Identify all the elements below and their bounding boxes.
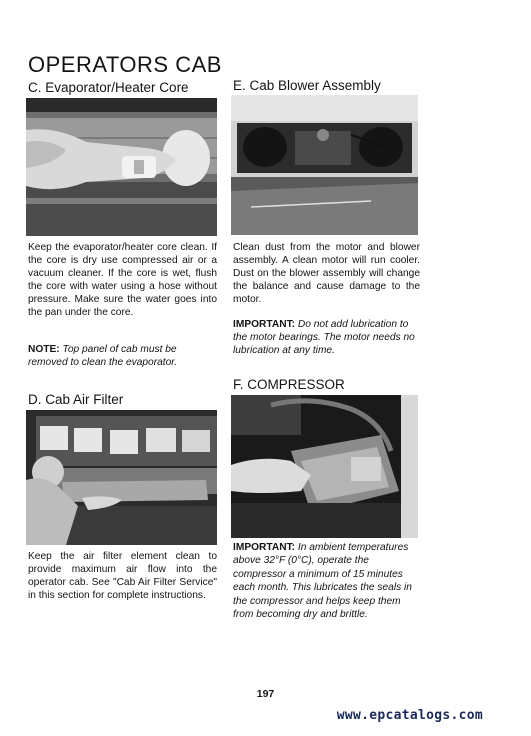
- section-c-body: Keep the evaporator/heater core clean. If the core is dry use compressed air or a vacuum cleaner. If the core is wet, flush the core with water using a hose without pressure. Make sure the water goes into the pan under the core.: [28, 242, 217, 319]
- section-c-heading: C. Evaporator/Heater Core: [28, 80, 189, 95]
- evaporator-photo: [26, 98, 217, 236]
- section-f-heading: F. COMPRESSOR: [233, 377, 345, 392]
- air-filter-photo: [26, 410, 217, 545]
- page-title: OPERATORS CAB: [28, 52, 222, 77]
- section-d-body: Keep the air filter element clean to provide maximum air flow into the operator cab. See "Cab Air Filter Service" in this section for complete instructions.: [28, 551, 217, 602]
- blower-assembly-photo: [231, 95, 418, 235]
- note-label: NOTE:: [28, 344, 60, 355]
- section-e-heading: E. Cab Blower Assembly: [233, 78, 381, 93]
- important-text: Do not add lubrication to the motor bearings. The motor needs no lubrication at any time.: [233, 319, 415, 357]
- note-text: Top panel of cab must be removed to clean the evaporator.: [28, 344, 178, 369]
- watermark: www.epcatalogs.com: [336, 708, 483, 723]
- page-number: 197: [256, 688, 275, 700]
- compressor-photo: [231, 395, 418, 538]
- section-e-body: Clean dust from the motor and blower assembly. A clean motor will run cooler. Dust on the blower assembly will change the balance and cause damage to the motor.: [233, 242, 420, 306]
- section-d-heading: D. Cab Air Filter: [28, 392, 124, 407]
- important-label: IMPORTANT:: [233, 542, 296, 553]
- section-f-important: [233, 541, 421, 621]
- important-text: In ambient temperatures above 32°F (0°C), operate the compressor a minimum of 15 minutes each month. This lubricates the seals in the compressor and helps keep them from becoming dry and brittle.: [233, 542, 412, 621]
- important-label: IMPORTANT:: [233, 319, 296, 330]
- section-e-important: [233, 318, 421, 357]
- section-c-note: [28, 343, 218, 369]
